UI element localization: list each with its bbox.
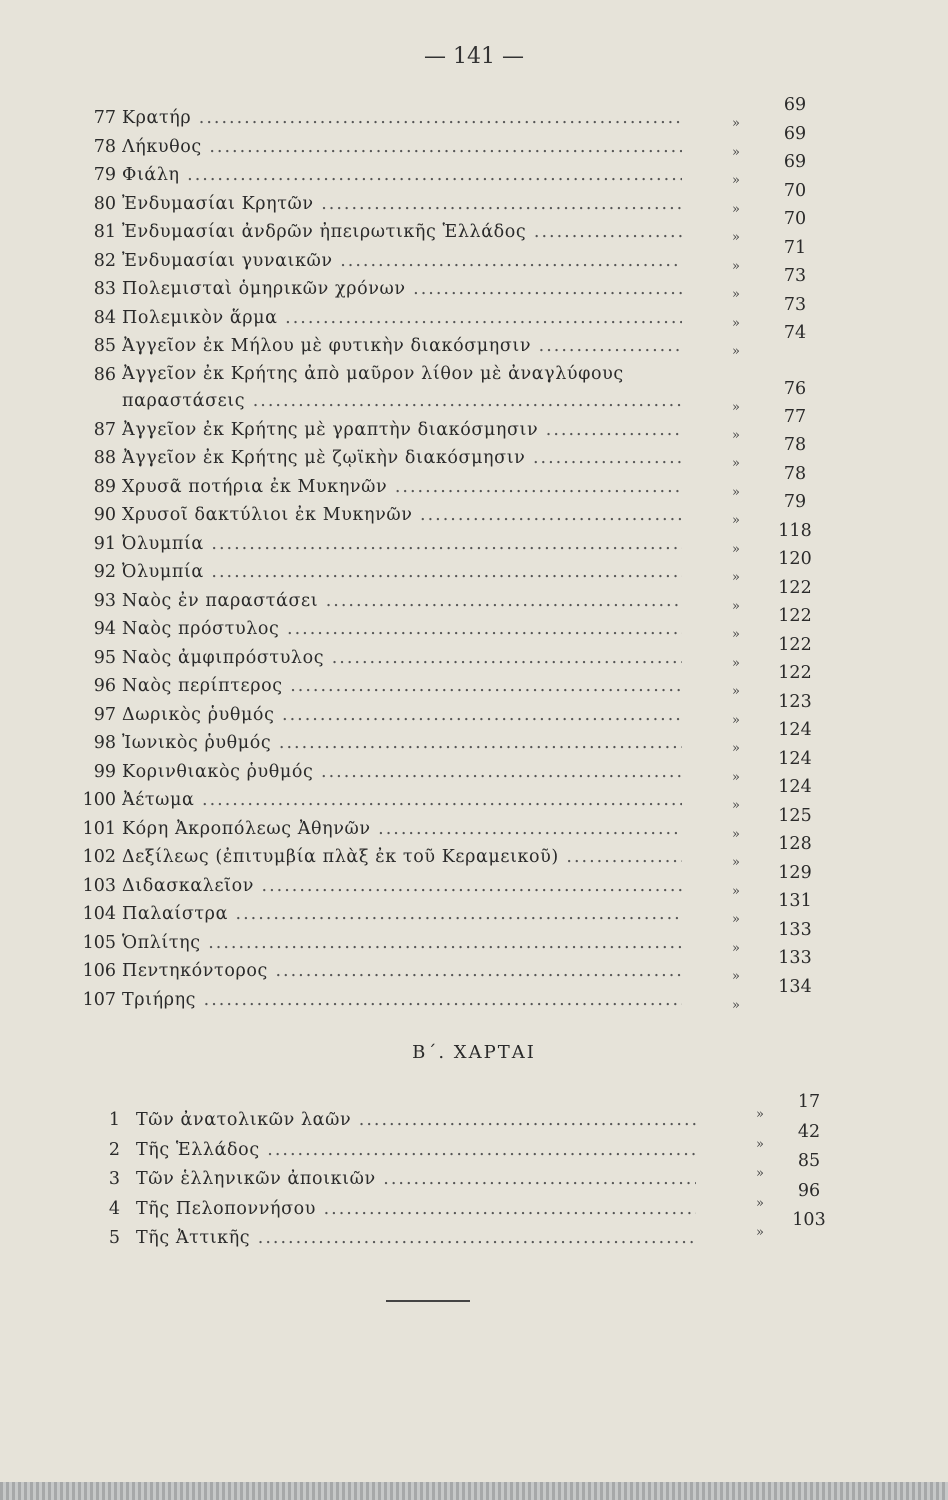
entry-title: Ὀλυμπία ..... xyxy=(122,558,682,587)
entry-number: 98 xyxy=(93,733,116,753)
list-item xyxy=(70,323,830,361)
entry-page: 78 xyxy=(783,463,807,484)
ditto-mark: » xyxy=(732,627,740,642)
entry-number: 93 xyxy=(93,590,116,611)
ditto-mark: » xyxy=(732,598,740,614)
entry-number: 78 xyxy=(93,136,116,157)
ditto-mark: » xyxy=(732,344,740,359)
entry-page: 124 xyxy=(778,748,812,769)
entry-page: 124 xyxy=(778,777,812,797)
entry-title: Πολεμικὸν ἅρμα ..... xyxy=(122,304,682,333)
entry-title: Ἐνδυμασίαι ἀνδρῶν ἠπειρωτικῆς Ἑλλάδος ..... xyxy=(122,218,682,247)
list-item xyxy=(70,805,830,844)
entry-title: Ναὸς περίπτερος ..... xyxy=(122,672,682,701)
entry-title xyxy=(122,361,682,416)
entry-number: 105 xyxy=(82,932,116,953)
entry-page: 131 xyxy=(778,891,812,911)
ditto-mark: » xyxy=(756,1225,764,1240)
ditto-mark: » xyxy=(732,855,740,870)
list-item xyxy=(70,294,830,333)
ditto-mark: » xyxy=(732,484,740,500)
ditto-mark: » xyxy=(732,315,740,331)
ditto-mark: » xyxy=(732,427,740,443)
entry-number: 77 xyxy=(93,108,116,128)
entry-page: 103 xyxy=(792,1210,826,1230)
entry-number: 86 xyxy=(93,364,116,385)
entry-number: 88 xyxy=(93,448,116,468)
entry-title: Δωρικὸς ῥυθμός ..... xyxy=(122,701,682,730)
entry-number: 92 xyxy=(93,562,116,582)
ditto-mark: » xyxy=(756,1136,764,1152)
ditto-mark: » xyxy=(732,798,740,813)
entry-number: 2 xyxy=(108,1139,120,1160)
entry-page: 129 xyxy=(778,862,812,883)
list-item xyxy=(70,549,830,587)
entry-page: 122 xyxy=(778,606,812,626)
ditto-mark: » xyxy=(732,741,740,756)
entry-title: Ναὸς ἀμφιπρόστυλος ..... xyxy=(122,644,682,673)
ditto-mark: » xyxy=(732,826,740,842)
entry-page: 78 xyxy=(783,435,807,455)
entry-page: 74 xyxy=(783,323,807,343)
entry-page: 76 xyxy=(783,378,807,399)
entry-number: 103 xyxy=(82,875,116,896)
entry-number: 94 xyxy=(93,619,116,639)
list-item xyxy=(70,577,830,616)
list-item xyxy=(90,1151,830,1195)
entry-page: 69 xyxy=(783,95,807,115)
list-item xyxy=(70,463,830,502)
list-item xyxy=(70,634,830,673)
list-item xyxy=(70,123,830,162)
entry-number: 106 xyxy=(82,961,116,981)
list-item xyxy=(70,95,830,133)
entry-title: Ἐνδυμασίαι Κρητῶν ..... xyxy=(122,190,682,219)
ditto-mark: » xyxy=(732,769,740,785)
entry-page: 70 xyxy=(783,209,807,229)
entry-page: 120 xyxy=(778,549,812,569)
list-item xyxy=(70,748,830,787)
entry-number: 89 xyxy=(93,476,116,497)
entry-title: Τῶν ἀνατολικῶν λαῶν ..... xyxy=(136,1106,696,1136)
entry-title: Τῆς Ἑλλάδος ..... xyxy=(136,1136,696,1166)
entry-page: 73 xyxy=(783,266,807,286)
figures-list xyxy=(70,95,830,1014)
entry-title: Κορινθιακὸς ῥυθμός ..... xyxy=(122,758,682,787)
ditto-mark: » xyxy=(732,940,740,956)
entry-title: Ὀλυμπία ..... xyxy=(122,530,682,559)
list-item xyxy=(70,266,830,304)
entry-number: 100 xyxy=(82,790,116,810)
entry-page: 69 xyxy=(783,123,807,144)
ditto-mark: » xyxy=(732,456,740,471)
list-item xyxy=(90,1180,830,1225)
list-item xyxy=(70,406,830,445)
list-item xyxy=(70,862,830,901)
entry-page: 17 xyxy=(797,1092,821,1112)
list-item xyxy=(70,237,830,276)
entry-number: 1 xyxy=(108,1110,120,1130)
entry-title: Τῆς Ἀττικῆς ..... xyxy=(136,1224,696,1254)
entry-title: Χρυσοῖ δακτύλιοι ἐκ Μυκηνῶν ..... xyxy=(122,501,682,530)
entry-number: 87 xyxy=(93,419,116,440)
ditto-mark: » xyxy=(732,997,740,1013)
page-number: — 141 — xyxy=(424,44,524,69)
entry-number: 90 xyxy=(93,505,116,525)
entry-title: Ἀγγεῖον ἐκ Μήλου μὲ φυτικὴν διακόσμησιν ..... xyxy=(122,332,682,361)
list-item xyxy=(90,1121,830,1166)
entry-title-line2: παραστάσεις ..... xyxy=(122,388,682,415)
list-item xyxy=(70,520,830,559)
ditto-mark: » xyxy=(756,1166,764,1181)
list-item xyxy=(70,361,830,416)
list-item xyxy=(70,606,830,644)
entry-page: 123 xyxy=(778,691,812,712)
maps-list xyxy=(90,1092,830,1254)
list-item xyxy=(70,891,830,929)
ditto-mark: » xyxy=(732,969,740,984)
ditto-mark: » xyxy=(732,116,740,131)
ditto-mark: » xyxy=(732,712,740,728)
entry-page: 122 xyxy=(778,663,812,683)
entry-number: 101 xyxy=(82,818,116,839)
ditto-mark: » xyxy=(732,655,740,671)
ditto-mark: » xyxy=(756,1195,764,1211)
entry-title: Δεξίλεως (ἐπιτυμβία πλὰξ ἐκ τοῦ Κεραμεικοῦ) ..... xyxy=(122,843,682,872)
entry-page: 124 xyxy=(778,720,812,740)
entry-number: 80 xyxy=(93,193,116,214)
entry-page: 118 xyxy=(778,520,812,541)
scan-edge xyxy=(0,1482,948,1500)
list-item xyxy=(70,492,830,530)
entry-number: 85 xyxy=(93,336,116,356)
entry-number: 97 xyxy=(93,704,116,725)
entry-page: 77 xyxy=(783,406,807,427)
entry-title: Ὁπλίτης ..... xyxy=(122,929,682,958)
ditto-mark: » xyxy=(732,541,740,557)
entry-page: 122 xyxy=(778,577,812,598)
entry-page: 85 xyxy=(797,1151,821,1171)
entry-page: 134 xyxy=(778,976,812,997)
entry-page: 71 xyxy=(783,237,807,258)
list-item xyxy=(70,948,830,986)
list-item xyxy=(90,1092,830,1136)
list-item xyxy=(70,180,830,219)
ditto-mark: » xyxy=(732,570,740,585)
entry-number: 84 xyxy=(93,307,116,328)
entry-title: Διδασκαλεῖον ..... xyxy=(122,872,682,901)
ditto-mark: » xyxy=(732,513,740,528)
ditto-mark: » xyxy=(732,201,740,217)
entry-title: Ἀγγεῖον ἐκ Κρήτης μὲ γραπτὴν διακόσμησιν ..... xyxy=(122,416,682,445)
entry-title: Χρυσᾶ ποτήρια ἐκ Μυκηνῶν ..... xyxy=(122,473,682,502)
entry-number: 104 xyxy=(82,904,116,924)
entry-title: Ναὸς πρόστυλος ..... xyxy=(122,615,682,644)
entry-title: Ἀέτωμα ..... xyxy=(122,786,682,815)
ditto-mark: » xyxy=(732,173,740,188)
entry-title: Ναὸς ἐν παραστάσει ..... xyxy=(122,587,682,616)
ditto-mark: » xyxy=(732,144,740,160)
entry-number: 95 xyxy=(93,647,116,668)
entry-title: Ἀγγεῖον ἐκ Κρήτης μὲ ζῳϊκὴν διακόσμησιν ..... xyxy=(122,444,682,473)
list-item xyxy=(70,976,830,1015)
entry-number: 107 xyxy=(82,989,116,1010)
entry-title: Κρατήρ ..... xyxy=(122,104,682,133)
entry-page: 96 xyxy=(797,1180,821,1201)
entry-page: 42 xyxy=(797,1121,821,1142)
entry-title: Τριήρης ..... xyxy=(122,986,682,1015)
entry-number: 83 xyxy=(93,279,116,299)
entry-page: 122 xyxy=(778,634,812,655)
entry-title-line1: Ἀγγεῖον ἐκ Κρήτης ἀπὸ μαῦρον λίθον μὲ ἀναγλύφους xyxy=(122,363,624,384)
ditto-mark: » xyxy=(756,1107,764,1122)
list-item xyxy=(70,834,830,872)
entry-page: 79 xyxy=(783,492,807,512)
closing-rule xyxy=(386,1300,470,1302)
ditto-mark: » xyxy=(732,287,740,302)
entry-page: 133 xyxy=(778,948,812,968)
ditto-mark: » xyxy=(732,883,740,899)
entry-title: Πολεμισταὶ ὁμηρικῶν χρόνων ..... xyxy=(122,275,682,304)
entry-number: 79 xyxy=(93,165,116,185)
entry-number: 4 xyxy=(108,1198,120,1219)
ditto-mark: » xyxy=(732,230,740,245)
entry-number: 102 xyxy=(82,847,116,867)
entry-title: Ἰωνικὸς ῥυθμός ..... xyxy=(122,729,682,758)
entry-number: 5 xyxy=(108,1228,120,1248)
list-item xyxy=(70,720,830,758)
list-item xyxy=(70,663,830,701)
entry-number: 81 xyxy=(93,222,116,242)
list-item xyxy=(70,777,830,815)
list-item xyxy=(70,152,830,190)
ditto-mark: » xyxy=(732,399,740,415)
entry-page: 125 xyxy=(778,805,812,826)
list-item xyxy=(70,691,830,730)
entry-title: Κόρη Ἀκροπόλεως Ἀθηνῶν ..... xyxy=(122,815,682,844)
entry-title: Φιάλη ..... xyxy=(122,161,682,190)
entry-page: 69 xyxy=(783,152,807,172)
ditto-mark: » xyxy=(732,684,740,699)
entry-title: Πεντηκόντορος ..... xyxy=(122,957,682,986)
entry-title: Λήκυθος ..... xyxy=(122,133,682,162)
entry-title: Τῆς Πελοποννήσου ..... xyxy=(136,1195,696,1225)
maps-section-title: Β΄. ΧΑΡΤΑΙ xyxy=(412,1042,536,1063)
list-item xyxy=(90,1210,830,1254)
list-item xyxy=(70,209,830,247)
entry-page: 128 xyxy=(778,834,812,854)
ditto-mark: » xyxy=(732,912,740,927)
ditto-mark: » xyxy=(732,258,740,274)
entry-number: 99 xyxy=(93,761,116,782)
list-item xyxy=(70,435,830,473)
entry-page: 73 xyxy=(783,294,807,315)
entry-title: Παλαίστρα ..... xyxy=(122,900,682,929)
entry-number: 82 xyxy=(93,250,116,271)
entry-title: Τῶν ἑλληνικῶν ἀποικιῶν ..... xyxy=(136,1165,696,1195)
entry-number: 91 xyxy=(93,533,116,554)
entry-title: Ἐνδυμασίαι γυναικῶν ..... xyxy=(122,247,682,276)
list-item xyxy=(70,919,830,958)
entry-page: 133 xyxy=(778,919,812,940)
entry-page: 70 xyxy=(783,180,807,201)
entry-number: 96 xyxy=(93,676,116,696)
entry-number: 3 xyxy=(108,1169,120,1189)
